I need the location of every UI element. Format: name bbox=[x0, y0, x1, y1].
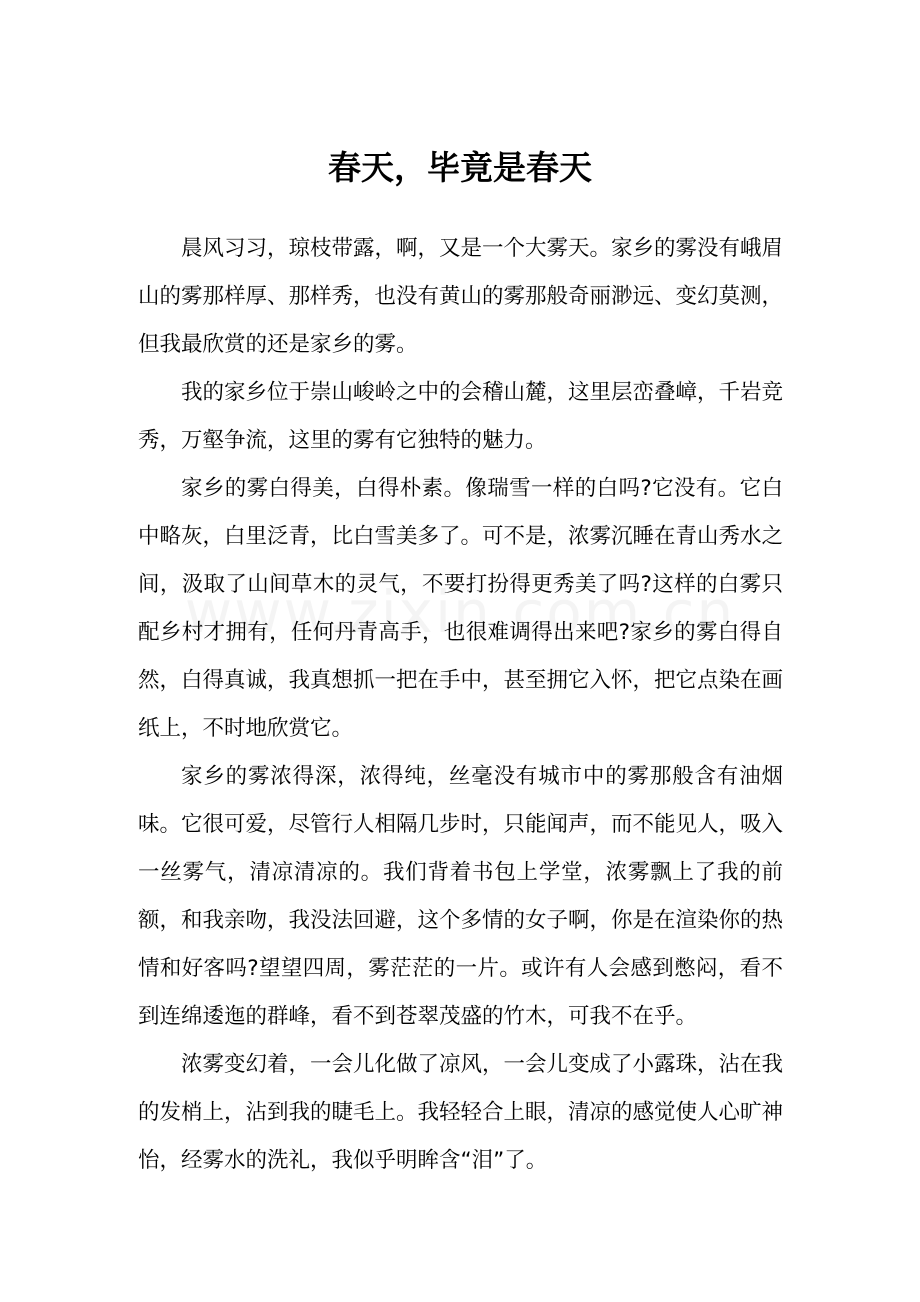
paragraph-2: 我的家乡位于崇山峻岭之中的会稽山麓，这里层峦叠嶂，千岩竞秀，万壑争流，这里的雾有它独特的魅力。 bbox=[138, 380, 784, 453]
paragraph-5: 浓雾变幻着，一会儿化做了凉风，一会儿变成了小露珠，沾在我的发梢上，沾到我的睫毛上。我轻轻合上眼，清凉的感觉使人心旷神怡，经雾水的洗礼，我似乎明眸含“泪”了。 bbox=[138, 1052, 784, 1173]
page-title: 春天，毕竟是春天 bbox=[328, 148, 592, 187]
paragraph-4: 家乡的雾浓得深，浓得纯，丝毫没有城市中的雾那般含有油烟味。它很可爱，尽管行人相隔几步时，只能闻声，而不能见人，吸入一丝雾气，清凉清凉的。我们背着书包上学堂，浓雾飘上了我的前额，和我亲吻，我没法回避，这个多情的女子啊，你是在渲染你的热情和好客吗?望望四周，雾茫茫的一片。或许有人会感到憋闷，看不到连绵逶迤的群峰，看不到苍翠茂盛的竹木，可我不在乎。 bbox=[138, 764, 784, 1029]
paragraph-3: 家乡的雾白得美，白得朴素。像瑞雪一样的白吗?它没有。它白中略灰，白里泛青，比白雪美多了。可不是，浓雾沉睡在青山秀水之间，汲取了山间草木的灵气，不要打扮得更秀美了吗?这样的白雾只配乡村才拥有，任何丹青高手，也很难调得出来吧?家乡的雾白得自然，白得真诚，我真想抓一把在手中，甚至拥它入怀，把它点染在画纸上，不时地欣赏它。 bbox=[138, 476, 784, 741]
paragraph-1: 晨风习习，琼枝带露，啊，又是一个大雾天。家乡的雾没有峨眉山的雾那样厚、那样秀，也没有黄山的雾那般奇丽渺远、变幻莫测，但我最欣赏的还是家乡的雾。 bbox=[138, 236, 784, 357]
article-body bbox=[138, 225, 783, 1185]
